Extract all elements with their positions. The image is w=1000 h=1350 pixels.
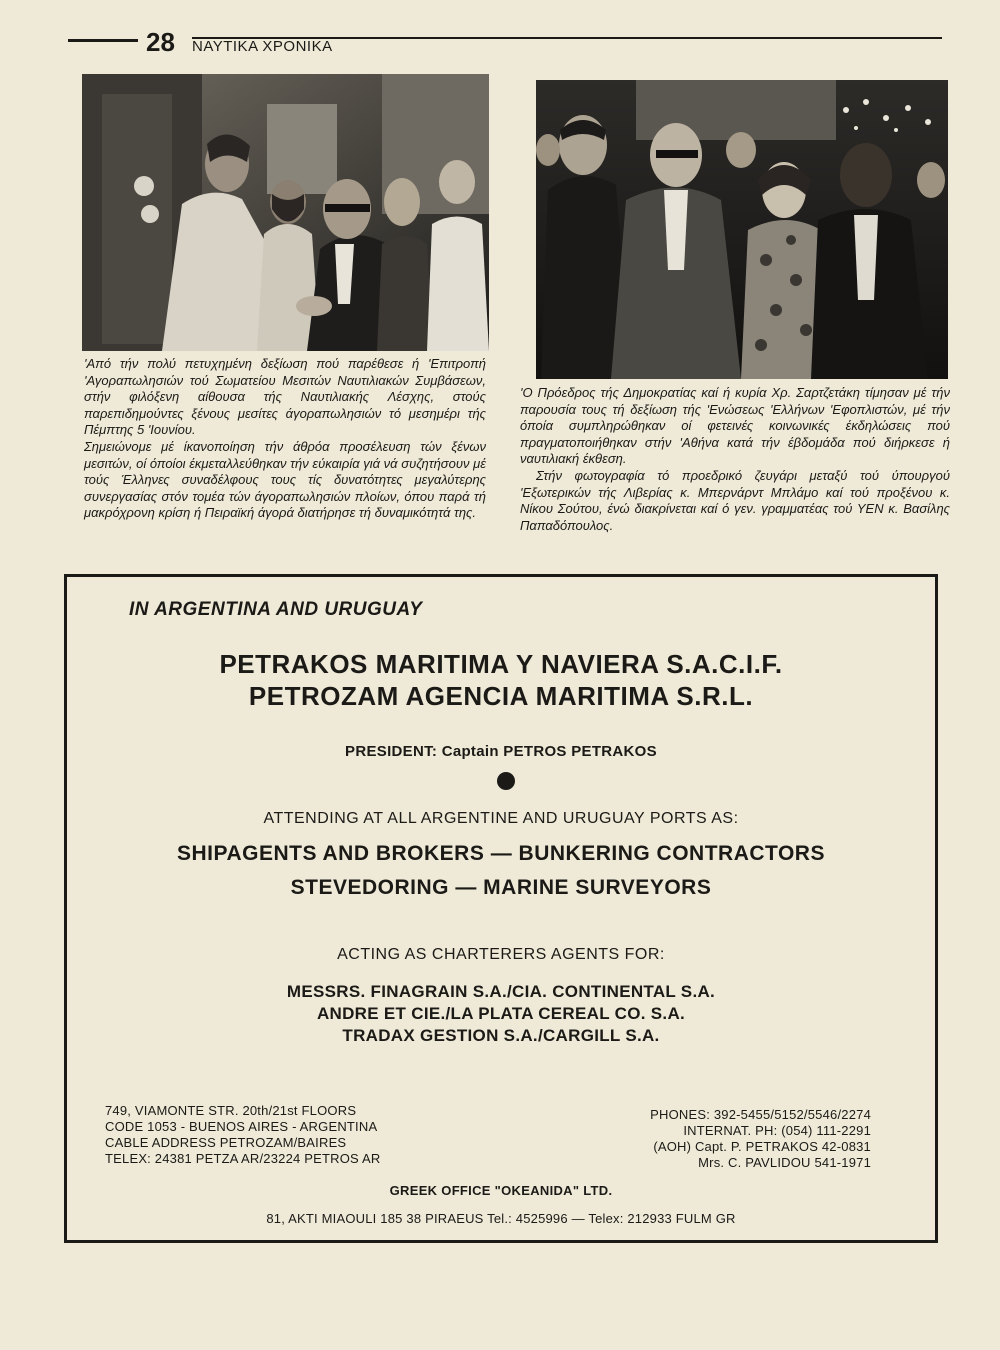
client-item: TRADAX GESTION S.A./CARGILL S.A. <box>342 1026 660 1045</box>
company-name-2: PETROZAM AGENCIA MARITIMA S.R.L. <box>248 681 754 711</box>
phone-line: (AOH) Capt. P. PETRAKOS 42-0831 <box>653 1139 871 1154</box>
header-rule-left <box>68 39 138 42</box>
greek-office-title: GREEK OFFICE "OKEANIDA" LTD. <box>389 1183 613 1198</box>
caption-right-paragraph-2: Στήν φωτογραφία τό προεδρικό ζευγάρι μεταξύ τού ύπουργού 'Εξωτερικών τής Λιβερίας κ. Μπερνάρντ Μπλάμο καί τού προξένου κ. Νίκου Σούτου, ένώ διακρίνεται καί ό γεν. γραμματέας τού ΥΕΝ κ. Βασίλης Παπαδόπουλος. <box>520 467 950 533</box>
services-line-1: SHIPAGENTS AND BROKERS — BUNKERING CONTRACTORS <box>177 842 825 865</box>
caption-left <box>84 356 486 522</box>
client-item: MESSRS. FINAGRAIN S.A./CIA. CONTINENTAL S.A. <box>286 982 716 1001</box>
ad-region: IN ARGENTINA AND URUGUAY <box>129 599 423 620</box>
company-name-1: PETRAKOS MARITIMA Y NAVIERA S.A.C.I.F. <box>219 649 783 679</box>
advertisement-box <box>64 574 938 1243</box>
caption-right-paragraph-1: 'Ο Πρόεδρος τής Δημοκρατίας καί ή κυρία Χρ. Σαρτζετάκη τίμησαν μέ τήν παρουσία τους τή δεξίωση τής 'Ενώσεως 'Ελλήνων 'Εφοπλιστών, μέ τήν όποία συμπληρώθηκαν οί φετεινές κοινωνικές έκδηλώσεις πού πραγματοποιήθηκαν στήν 'Αθήνα κατά τήν έβδομάδα πού διήρκεσε ή ναυτιλιακή έκθεση. <box>520 385 950 467</box>
caption-left-paragraph-2: Σημειώνομε μέ ίκανοποίηση τήν άθρόα προσέλευση τών ξένων μεσιτών, οί όποίοι έκμεταλλεύθηκαν τήν εύκαιρία γιά νά συζητήσουν μέ τούς Έλληνες συναδέλφους τους τίς δυνατότητες μεγαλύτερης συνεργασίας στόν τομέα τών άγοραπωλησιών πλοίων, όπου παρά τή μακρόχρονη κρίση ή Πειραϊκή άγορά διατήρησε τή δυναμικότητά της. <box>84 438 486 521</box>
photo-president-reception <box>536 80 948 379</box>
address-line: TELEX: 24381 PETZA AR/23224 PETROS AR <box>105 1151 381 1166</box>
address-line: 749, VIAMONTE STR. 20th/21st FLOORS <box>105 1103 357 1118</box>
page-header <box>68 24 942 60</box>
caption-left-paragraph-1: 'Από τήν πολύ πετυχημένη δεξίωση πού παρέθεσε ή 'Επιτροπή 'Αγοραπωλησιών τού Σωματείου Μεσιτών Ναυτιλιακών Συμβάσεων, στήν φιλόξενη αίθουσα τής Ναυτιλιακής Λέσχης, στούς παρεπιδημούντες ξένους μεσίτες άγοραπωλησιών τό μεσημέρι τής Πέμπτης 5 'Ιουνίου. <box>84 356 486 438</box>
president-label: PRESIDENT: <box>345 743 438 760</box>
greek-office-address: 81, AKTI MIAOULI 185 38 PIRAEUS Tel.: 4525996 — Telex: 212933 FULM GR <box>266 1211 736 1226</box>
phone-line: Mrs. C. PAVLIDOU 541-1971 <box>698 1155 871 1170</box>
caption-right <box>520 385 950 534</box>
address-line: CODE 1053 - BUENOS AIRES - ARGENTINA <box>105 1119 378 1134</box>
president-name: Captain PETROS PETRAKOS <box>441 743 657 760</box>
phone-line: PHONES: 392-5455/5152/5546/2274 <box>650 1107 871 1122</box>
services-line-2: STEVEDORING — MARINE SURVEYORS <box>290 876 712 899</box>
client-item: ANDRE ET CIE./LA PLATA CEREAL CO. S.A. <box>316 1004 686 1023</box>
buenos-aires-address <box>105 1103 380 1167</box>
address-line: CABLE ADDRESS PETROZAM/BAIRES <box>105 1135 347 1150</box>
bullet-dot <box>497 772 515 790</box>
acting-line: ACTING AS CHARTERERS AGENTS FOR: <box>337 946 665 963</box>
photo-reception-handshake <box>82 74 489 351</box>
president-line <box>67 743 935 760</box>
attending-line: ATTENDING AT ALL ARGENTINE AND URUGUAY PORTS AS: <box>263 810 739 827</box>
magazine-title: ΝΑΥΤΙΚΑ ΧΡΟΝΙΚΑ <box>192 38 333 55</box>
phone-numbers <box>650 1107 871 1171</box>
client-list <box>67 981 935 1047</box>
phone-line: INTERNAT. PH: (054) 111-2291 <box>683 1123 871 1138</box>
page-number: 28 <box>146 27 175 57</box>
